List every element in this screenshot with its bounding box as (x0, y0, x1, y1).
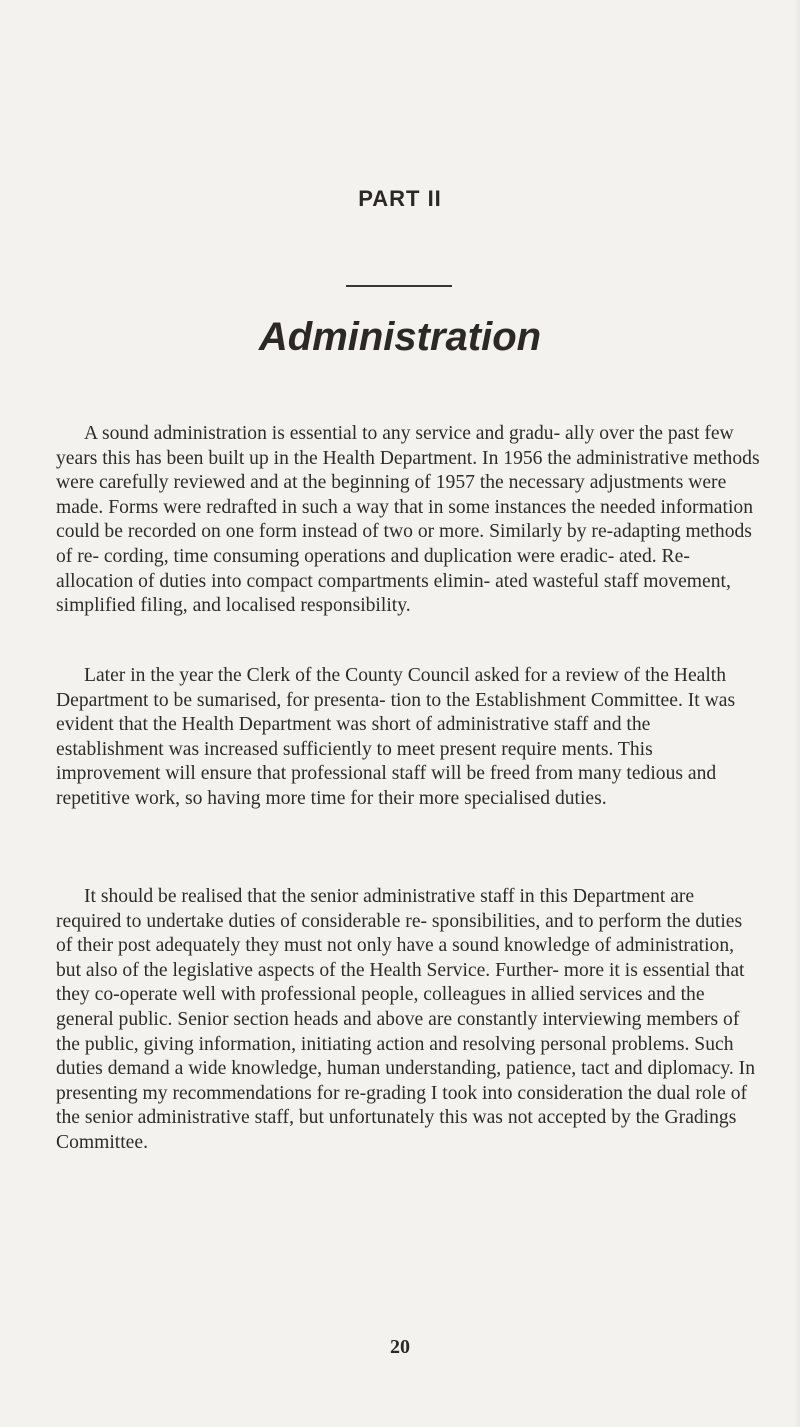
page-title: Administration (258, 315, 542, 359)
heading-divider (346, 285, 452, 287)
part-heading: PART II (358, 186, 442, 211)
page-edge-shadow (794, 0, 800, 1427)
paragraph-3: It should be realised that the senior administrative staff in this Department are required to undertake duties of considerable re- sponsibilities, and to perform the duties of their post adequately they must not only have a sound knowledge of administration, but also of the legislative aspects of the Health Service. Further- more it is essential that they co-operate well with professional people, colleagues in allied services and the general public. Senior section heads and above are constantly interviewing members of the public, giving information, initiating action and resolving personal problems. Such duties demand a wide knowledge, human understanding, patience, tact and diplomacy. In presenting my recommendations for re-grading I took into consideration the dual role of the senior administrative staff, but unfortunately this was not accepted by the Gradings Committee. (56, 886, 755, 1153)
page-number: 20 (390, 1336, 410, 1358)
paragraph-2: Later in the year the Clerk of the County Council asked for a review of the Health Department to be sumarised, for presenta- tion to the Establishment Committee. It was evident that the Health Department was short of administrative staff and the establishment was increased sufficiently to meet present require ments. This improvement will ensure that professional staff will be freed from many tedious and repetitive work, so having more time for their more specialised duties. (56, 665, 736, 809)
paragraph-1: A sound administration is essential to any service and gradu- ally over the past few years this has been built up in the Health Department. In 1956 the administrative methods were carefully reviewed and at the beginning of 1957 the necessary adjustments were made. Forms were redrafted in such a way that in some instances the needed information could be recorded on one form instead of two or more. Similarly by re-adapting methods of re- cording, time consuming operations and duplication were eradic- ated. Re-allocation of duties into compact compartments elimin- ated wasteful staff movement, simplified filing, and localised responsibility. (56, 423, 760, 617)
